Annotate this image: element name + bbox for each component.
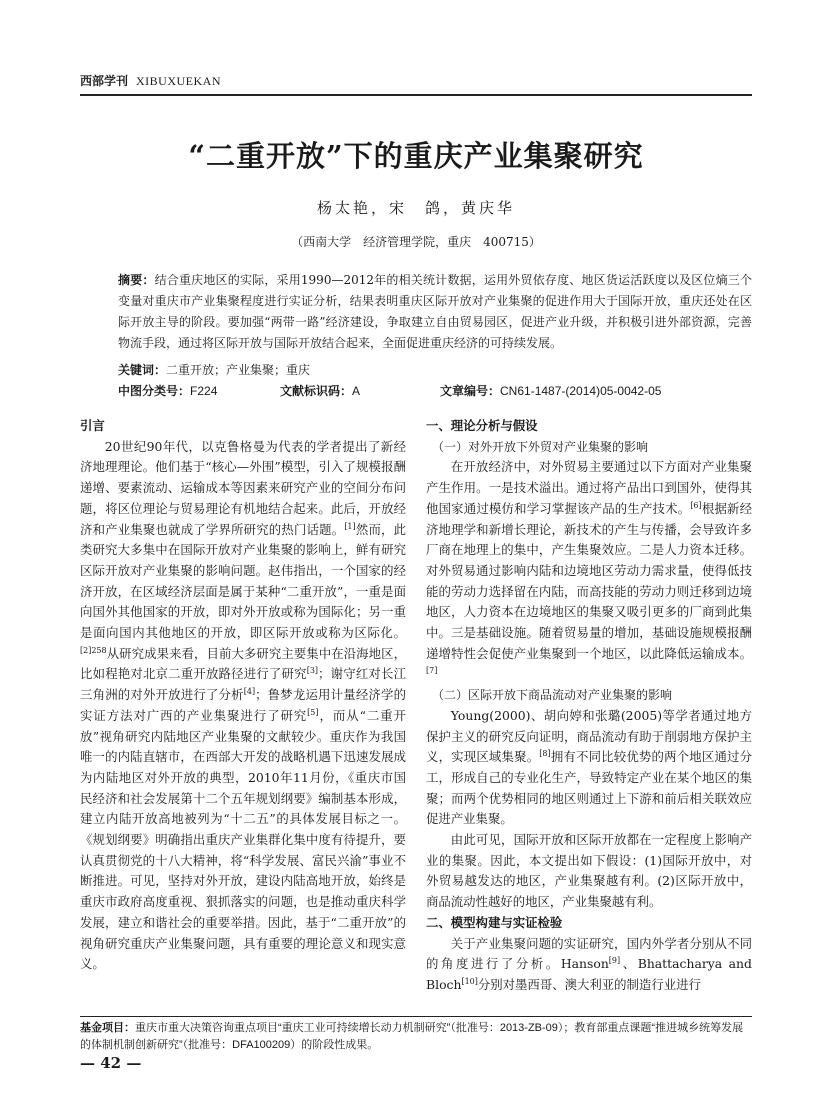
keywords-label: 关键词： [118, 363, 167, 377]
article-number-label: 文章编号： [440, 384, 501, 398]
keywords-text: 二重开放；产业集聚；重庆 [166, 363, 311, 377]
left-column [80, 416, 406, 975]
citation: [6] [690, 500, 702, 510]
keywords [118, 361, 752, 379]
citation: [10] [461, 976, 478, 986]
footnote-rule [80, 1016, 752, 1017]
right-column [426, 416, 752, 996]
section-2-heading: 二、模型构建与实证检验 [426, 915, 563, 930]
citation: [7] [426, 666, 438, 676]
text-run: 分别对墨西哥、澳大利亚的制造行业进行 [477, 976, 701, 992]
abstract-label: 摘要： [118, 273, 155, 287]
subsection-2-heading: （二）区际开放下商品流动对产业集聚的影响 [432, 688, 673, 703]
text-run: 、Bhattacharya and Bloch [426, 956, 752, 992]
affiliation: （西南大学 经济管理学院，重庆 400715） [291, 235, 541, 249]
clc-number [118, 382, 217, 399]
text-run: 在开放经济中，对外贸易主要通过以下方面对产业集聚产生作用。一是技术溢出。通过将产品出口到国外，使得其他国家通过模仿和学习掌握该产品的生产技术。 [426, 459, 752, 516]
clc-label: 中图分类号： [118, 384, 191, 398]
abstract-text: 结合重庆地区的实际，采用1990—2012年的相关统计数据，运用外贸依存度、地区货运活跃度以及区位熵三个变量对重庆市产业集聚程度进行实证分析，结果表明重庆区际开放对产业集聚的促进作用大于国际开放，重庆还处在区际开放主导的阶段。要加强“两带一路”经济建设，争取建立自由贸易园区，促进产业升级，并积极引进外部资源，完善物流手段，通过将区际开放与国际开放结合起来，全面促进重庆经济的可持续发展。 [118, 273, 752, 350]
authors: 杨太艳，宋 鸽，黄庆华 [316, 199, 515, 217]
doc-value: A [352, 384, 361, 398]
text-run: ，而从“二重开放”视角研究内陆地区产业集聚的文献较少。重庆作为我国唯一的内陆直辖市，在西部大开发的战略机遇下迅速发展成为内陆地区对外开放的典型，2010年11月份，《重庆市国民经济和社会发展第十二个五年规划纲要》编制基本形成，建立内陆开放高地被列为“十二五”的具体发展目标之一。《规划纲要》明确指出重庆产业集群化集中度有待提升，要认真贯彻党的十八大精神，将“科学发展、富民兴渝”事业不断推进。可见，坚持对外开放，建设内陆高地开放，始终是重庆市政府高度重视、狠抓落实的问题，也是推动重庆科学发展，建立和谐社会的重要举措。因此，基于“二重开放”的视角研究重庆产业集聚问题，具有重要的理论意义和现实意义。 [80, 707, 406, 972]
clc-value: F224 [190, 384, 218, 398]
doc-code [280, 382, 360, 399]
funding-footnote [80, 1020, 752, 1054]
citation: [8] [539, 749, 551, 759]
citation: [2]258 [80, 645, 107, 655]
paragraph [426, 706, 752, 830]
text-run: ；谢守红对长江三角洲的对外开放进行了分析 [80, 666, 407, 703]
doc-label: 文献标识码： [280, 384, 353, 398]
header-rule [80, 94, 752, 96]
citation: [3] [306, 666, 319, 676]
section-1-heading: 一、理论分析与假设 [426, 419, 538, 433]
intro-paragraph [80, 437, 406, 975]
citation: [1] [344, 521, 356, 531]
intro-heading: 引言 [80, 419, 105, 433]
article-title: “二重开放”下的重庆产业集聚研究 [188, 139, 644, 173]
footnote-text: 重庆市重大决策咨询重点项目“重庆工业可持续增长动力机制研究”（批准号：2013-ZB-09）；教育部重点课题“推进城乡统筹发展的体制机制创新研究”（批准号：DFA100209）的阶段性成果。 [80, 1022, 744, 1051]
citation: [4] [243, 687, 256, 697]
text-run: 关于产业集聚问题的实证研究，国内外学者分别从不同的角度进行了分析。Hanson [426, 935, 752, 972]
classification-line [118, 382, 752, 400]
text-run: 然而，此类研究大多集中在国际开放对产业集聚的影响上，鲜有研究区际开放对产业集聚的影响问题。赵伟指出，一个国家的经济开放，在区域经济层面是属于某种“二重开放”，一重是面向国外其他国家的开放，即对外开放或称为国际化；另一重是面向国内其他地区的开放，即区际开放或称为区际化。 [80, 521, 407, 641]
journal-name: 西部学刊 [80, 74, 129, 88]
text-run: 从研究成果来看，目前大多研究主要集中在沿海地区，比如程艳对北京二重开放路径进行了研究 [80, 645, 406, 682]
text-run: ；鲁梦龙运用计量经济学的实证方法对广西的产业集聚进行了研究 [80, 687, 407, 723]
paragraph: 由此可见，国际开放和区际开放都在一定程度上影响产业的集聚。因此，本文提出如下假设：(1)国际开放中，对外贸易越发达的地区，产业集聚越有利。(2)区际开放中，商品流动性越好的地区，产业集聚越有利。 [426, 832, 752, 910]
subsection-1-heading: （一）对外开放下外贸对产业集聚的影响 [432, 439, 649, 454]
paragraph [426, 934, 752, 996]
citation: [5] [307, 707, 319, 717]
running-header [80, 72, 752, 90]
citation: [9] [608, 956, 621, 966]
article-number [440, 382, 661, 399]
text-run: Young(2000)、胡向婷和张璐(2005)等学者通过地方保护主义的研究反向证明，商品流动有助于削弱地方保护主义，实现区域集聚。 [426, 707, 752, 765]
paragraph [426, 457, 752, 685]
page-number: — 42 — [80, 1054, 142, 1072]
text-run: 拥有不同比较优势的两个地区通过分工，形成自己的专业化生产，导致特定产业在某个地区的集聚；而两个优势相同的地区则通过上下游和前后相关联效应促进产业集聚。 [426, 749, 753, 827]
text-run: 根据新经济地理学和新增长理论，新技术的产生与传播，会导致许多厂商在地理上的集中，产生集聚效应。二是人力资本迁移。对外贸易通过影响内陆和边境地区劳动力需求量，使得低技能的劳动力选择留在内陆，而高技能的劳动力则迁移到边境地区，人力资本在边境地区的集聚又吸引更多的厂商到此集中。三是基础设施。随着贸易量的增加，基础设施规模报酬递增特性会促使产业集聚到一个地区，以此降低运输成本。 [426, 500, 753, 661]
article-number-value: CN61-1487-(2014)05-0042-05 [500, 384, 662, 398]
abstract [118, 270, 752, 354]
text-run: 20世纪90年代，以克鲁格曼为代表的学者提出了新经济地理理论。他们基于“核心—外围”模型，引入了规模报酬递增、要素流动、运输成本等因素来研究产业的空间分布问题，将区位理论与贸易理论有机地结合起来。此后，开放经济和产业集聚也就成了学界所研究的热门话题。 [80, 438, 406, 537]
footnote-label: 基金项目： [80, 1022, 135, 1034]
journal-name-latin: XIBUXUEKAN [136, 74, 222, 88]
